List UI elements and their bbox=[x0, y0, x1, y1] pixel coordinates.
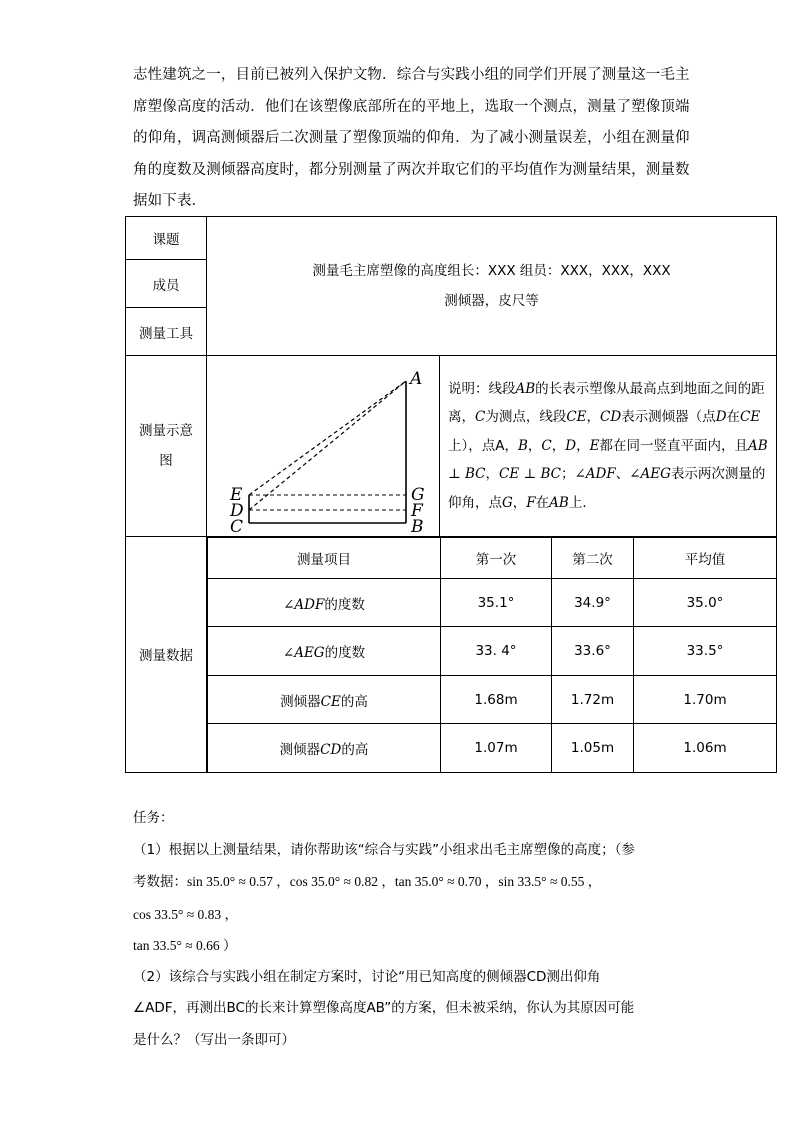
measurement-diagram bbox=[207, 356, 439, 532]
row-item: 测倾器CD的高 bbox=[208, 724, 441, 772]
task-2-line-2: ∠ADF，再测出BC的长来计算塑像高度AB”的方案，但未被采纳，你认为其原因可能 bbox=[133, 1000, 635, 1016]
info-line-topic-members: 测量毛主席塑像的高度组长：XXX 组员：XXX，XXX，XXX bbox=[312, 263, 671, 279]
task-2-line-1: （2）该综合与实践小组在制定方案时，讨论“用已知高度的侧倾器CD测出仰角 bbox=[133, 968, 601, 985]
point-label-g: G bbox=[411, 485, 425, 505]
tasks-heading: 任务： bbox=[133, 810, 174, 826]
point-label-b: B bbox=[411, 517, 424, 532]
data-header-row bbox=[208, 538, 777, 579]
sightline-da bbox=[249, 381, 406, 510]
measurement-table bbox=[125, 216, 777, 773]
info-line-tools: 测倾器，皮尺等 bbox=[444, 293, 539, 309]
table-row bbox=[208, 676, 777, 724]
row-first: 1.07m bbox=[441, 724, 552, 772]
label-topic: 课题 bbox=[126, 217, 207, 260]
label-tools: 测量工具 bbox=[126, 308, 207, 356]
row-average: 1.06m bbox=[634, 724, 777, 772]
point-label-a: A bbox=[410, 369, 423, 389]
sightline-ea bbox=[249, 381, 406, 495]
label-diagram-line1: 测量示意 bbox=[139, 423, 193, 439]
point-label-e: E bbox=[230, 485, 243, 505]
row-first: 33. 4° bbox=[441, 627, 552, 676]
intro-line: 角的度数及测倾器高度时，都分别测量了两次并取它们的平均值作为测量结果，测量数 bbox=[133, 161, 690, 178]
row-first: 1.68m bbox=[441, 676, 552, 724]
task-1-line-4: tan 33.5° ≈ 0.66 ） bbox=[133, 938, 237, 953]
row-second: 1.05m bbox=[552, 724, 634, 772]
table-row bbox=[208, 724, 777, 772]
point-label-d: D bbox=[230, 501, 244, 521]
label-diagram bbox=[126, 356, 207, 537]
header-first: 第一次 bbox=[441, 538, 552, 579]
diagram-explanation: 说明：线段AB的长表示塑像从最高点到地面之间的距离，C为测点，线段CE，CD表示测倾器（点D在CE上），点A，B，C，D，E都在同一竖直平面内，且AB ⊥ BC，CE ⊥ BC；∠ADF、∠AEG表示两次测量的仰角，点G，F在AB上． bbox=[448, 380, 768, 511]
header-average: 平均值 bbox=[634, 538, 777, 579]
row-item: ∠AEG的度数 bbox=[208, 627, 441, 676]
row-second: 34.9° bbox=[552, 579, 634, 627]
row-average: 1.70m bbox=[634, 676, 777, 724]
row-average: 35.0° bbox=[634, 579, 777, 627]
task-1-line-2: 考数据：sin 35.0° ≈ 0.57 ，cos 35.0° ≈ 0.82 ，tan 35.0° ≈ 0.70 ，sin 33.5° ≈ 0.55 ， bbox=[133, 874, 602, 890]
intro-line: 据如下表． bbox=[133, 193, 207, 209]
row-second: 1.72m bbox=[552, 676, 634, 724]
intro-paragraph bbox=[133, 60, 690, 218]
task-1-line-3: cos 33.5° ≈ 0.83 ， bbox=[133, 906, 239, 922]
point-label-f: F bbox=[411, 501, 423, 521]
intro-line: 席塑像高度的活动．他们在该塑像底部所在的平地上，选取一个测点，测量了塑像顶端 bbox=[133, 98, 690, 115]
intro-line: 志性建筑之一，目前已被列入保护文物．综合与实践小组的同学们开展了测量这一毛主 bbox=[133, 67, 690, 83]
info-cell bbox=[207, 217, 777, 356]
row-item: 测倾器CE的高 bbox=[208, 676, 441, 724]
row-first: 35.1° bbox=[441, 579, 552, 627]
label-data: 测量数据 bbox=[126, 537, 207, 773]
tasks-section bbox=[133, 803, 693, 1056]
header-item: 测量项目 bbox=[208, 538, 441, 579]
intro-line: 的仰角，调高测倾器后二次测量了塑像顶端的仰角．为了减小测量误差，小组在测量仰 bbox=[133, 130, 690, 146]
label-diagram-line2: 图 bbox=[159, 453, 173, 469]
data-table bbox=[207, 537, 776, 772]
task-1-line-1: （1）根据以上测量结果，请你帮助该“综合与实践”小组求出毛主席塑像的高度；（参 bbox=[133, 841, 635, 858]
diagram-row bbox=[207, 356, 777, 537]
row-second: 33.6° bbox=[552, 627, 634, 676]
row-average: 33.5° bbox=[634, 627, 777, 676]
table-row bbox=[208, 627, 777, 676]
row-item: ∠ADF的度数 bbox=[208, 579, 441, 627]
header-second: 第二次 bbox=[552, 538, 634, 579]
label-members: 成员 bbox=[126, 260, 207, 308]
data-cell bbox=[207, 537, 777, 773]
diagram-cell bbox=[207, 356, 440, 536]
table-row bbox=[208, 579, 777, 627]
task-2-line-3: 是什么？（写出一条即可） bbox=[133, 1031, 295, 1048]
point-label-c: C bbox=[230, 517, 244, 532]
